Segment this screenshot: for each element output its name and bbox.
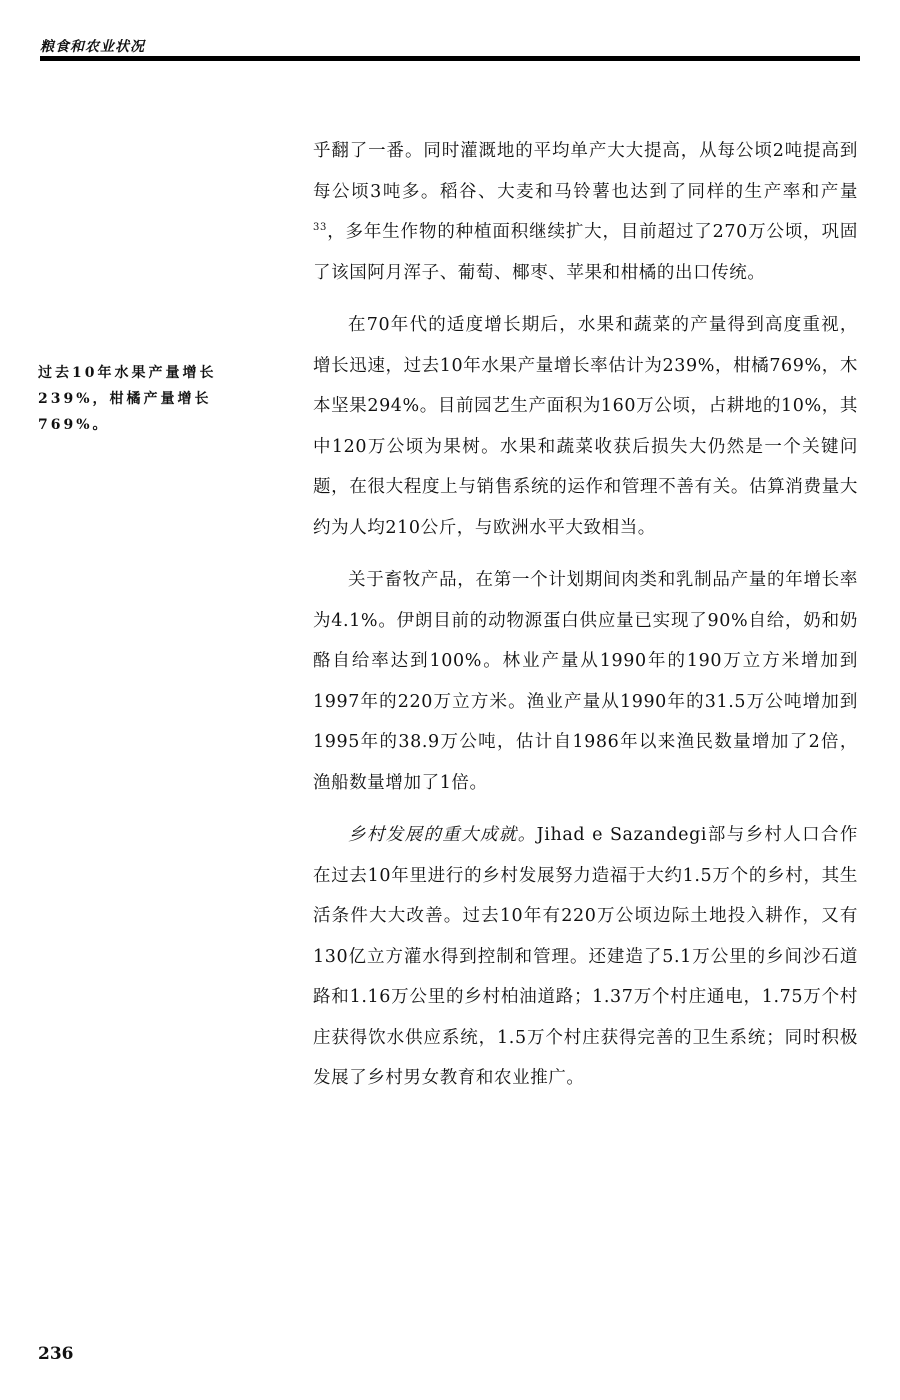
running-head-title: 粮食和农业状况 [40,39,145,55]
paragraph-3: 关于畜牧产品，在第一个计划期间肉类和乳制品产量的年增长率为4.1%。伊朗目前的动物源蛋白供应量已实现了90%自给，奶和奶酪自给率达到100%。林业产量从1990年的190万立方米增加到1997年的220万立方米。渔业产量从1990年的31.5万公吨增加到1995年的38.9万公吨，估计自1986年以来渔民数量增加了2倍，渔船数量增加了1倍。 [313,570,858,793]
margin-note: 过去10年水果产量增长239%，柑橘产量增长769%。 [38,365,217,433]
paragraph-1-text: 乎翻了一番。同时灌溉地的平均单产大大提高，从每公顷2吨提高到每公顷3吨多。稻谷、大麦和马铃薯也达到了同样的生产率和产量 [313,141,858,202]
paragraph-2: 在70年代的适度增长期后，水果和蔬菜的产量得到高度重视，增长迅速，过去10年水果产量增长率估计为239%，柑橘769%，木本坚果294%。目前园艺生产面积为160万公顷，占耕地的10%，其中120万公顷为果树。水果和蔬菜收获后损失大仍然是一个关键问题，在很大程度上与销售系统的运作和管理不善有关。估算消费量大约为人均210公斤，与欧洲水平大致相当。 [313,315,858,538]
body-text [313,131,858,1099]
paragraph-4 [313,815,858,1099]
paragraph-4-lead-in: 乡村发展的重大成就。 [348,825,537,845]
page-number: 236 [38,1344,74,1364]
header-rule [40,56,860,61]
paragraph-1 [313,131,858,293]
paragraph-1-text-cont: ，多年生作物的种植面积继续扩大，目前超过了270万公顷，巩固了该国阿月浑子、葡萄、椰枣、苹果和柑橘的出口传统。 [313,222,858,283]
paragraph-4-text: Jihad e Sazandegi部与乡村人口合作在过去10年里进行的乡村发展努力造福于大约1.5万个的乡村，其生活条件大大改善。过去10年有220万公顷边际土地投入耕作，又有130亿立方灌水得到控制和管理。还建造了5.1万公里的乡间沙石道路和1.16万公里的乡村柏油道路；1.37万个村庄通电，1.75万个村庄获得饮水供应系统，1.5万个村庄获得完善的卫生系统；同时积极发展了乡村男女教育和农业推广。 [313,825,858,1088]
footnote-ref: 33 [313,222,327,234]
